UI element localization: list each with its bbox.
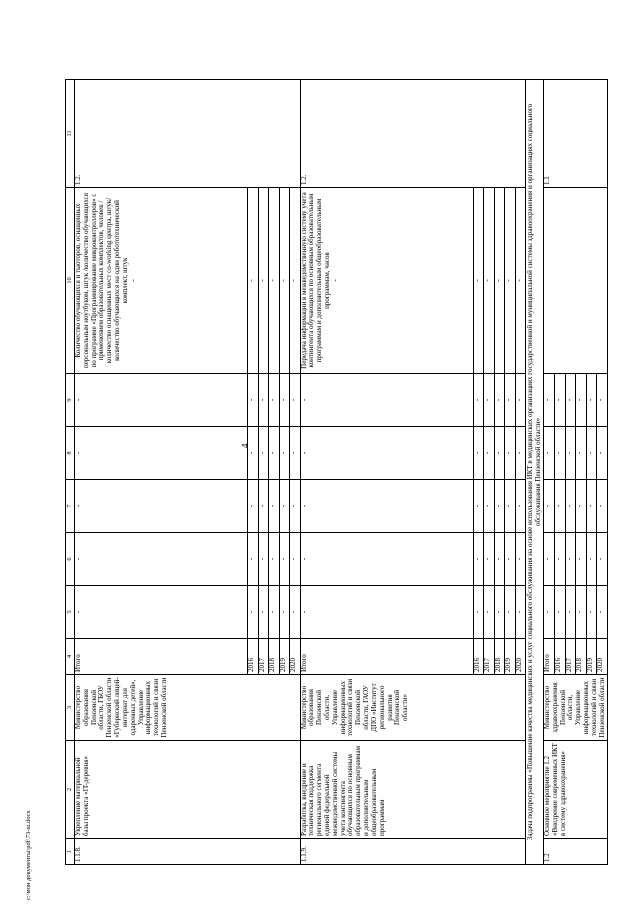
- funding-value: -: [75, 374, 248, 427]
- funding-value: -: [544, 427, 555, 480]
- indicator-value: -: [330, 279, 339, 282]
- activity-name: Укрепление материальной базы проекта «IT-деревня»: [75, 741, 301, 839]
- row-number: 1.1.8.: [75, 839, 301, 865]
- funding-value: -: [494, 586, 505, 639]
- funding-value: -: [484, 374, 495, 427]
- funding-value: -: [258, 586, 269, 639]
- funding-value: -: [544, 480, 555, 533]
- indicator: [75, 188, 248, 374]
- column-number: 6: [66, 533, 75, 586]
- column-number: 8: [66, 427, 75, 480]
- year-label: 2017: [565, 639, 576, 675]
- column-number: 10: [66, 188, 75, 374]
- year-label: 2016: [555, 639, 566, 675]
- year-label: 2017: [484, 639, 495, 675]
- year-label: 2020: [290, 639, 301, 675]
- task-text: Задача подпрограммы «Повышение качества медицинских и услуг социального обслуживания на основе использования ИКТ в медицинских организациях государственной и муниципальной системы здравоохранения и организациях социального обслуживания Пензенской области»: [526, 80, 544, 865]
- year-label: 2019: [586, 639, 597, 675]
- funding-value: -: [576, 533, 587, 586]
- year-label: 2016: [248, 639, 259, 675]
- funding-value: -: [279, 533, 290, 586]
- funding-value: -: [505, 533, 516, 586]
- funding-value: -: [597, 427, 608, 480]
- link-to-indicator: 1.2.: [75, 80, 301, 188]
- funding-value: -: [494, 533, 505, 586]
- indicator: [544, 188, 608, 374]
- column-number: 3: [66, 675, 75, 741]
- funding-value: -: [75, 586, 248, 639]
- year-label: 2018: [576, 639, 587, 675]
- funding-value: -: [279, 374, 290, 427]
- funding-value: -: [597, 533, 608, 586]
- funding-value: -: [515, 533, 526, 586]
- funding-value: -: [75, 427, 248, 480]
- indicator-value: -: [494, 188, 505, 374]
- funding-value: -: [269, 427, 280, 480]
- indicator-text: Передача информации в межведомственную систему учета контингента обучающихся по основным образовательным программам и дополнительным общеобразовательным программам, часов: [299, 192, 331, 369]
- funding-value: -: [515, 586, 526, 639]
- column-number-row: [66, 80, 75, 865]
- indicator-value: -: [473, 188, 484, 374]
- program-table-sheet: [65, 80, 615, 865]
- funding-value: -: [290, 533, 301, 586]
- column-number: 11: [66, 80, 75, 188]
- column-number: 4: [66, 639, 75, 675]
- funding-value: -: [290, 480, 301, 533]
- funding-value: -: [505, 374, 516, 427]
- funding-value: -: [515, 427, 526, 480]
- funding-value: -: [279, 480, 290, 533]
- indicator-text: Количество обучающихся и тьюторов, оснащенных персональным ноутбуком, штук /количество обучающихся по программе «Программирование микроконтроллеров» с применением образовательных комплектов, человек /количество оснащенных мест co-working центра, штук/количество обучающихся на один робототехнический комплект, штук: [74, 193, 129, 368]
- funding-value: -: [515, 374, 526, 427]
- column-number: 9: [66, 374, 75, 427]
- year-label: 2016: [473, 639, 484, 675]
- funding-value: -: [258, 374, 269, 427]
- funding-value: -: [258, 533, 269, 586]
- indicator-value: -: [505, 188, 516, 374]
- indicator-value: -: [269, 188, 280, 374]
- funding-value: -: [248, 427, 259, 480]
- funding-value: -: [473, 427, 484, 480]
- funding-value: -: [279, 427, 290, 480]
- funding-value: -: [565, 427, 576, 480]
- indicator-value: -: [290, 188, 301, 374]
- indicator-value: -: [128, 279, 137, 282]
- funding-value: -: [565, 374, 576, 427]
- activity-name: Разработка, внедрение и техническая поддержка регионального сегмента единой федеральной межведомственной системы учета контингента обучающихся по основным образовательным программам и дополнительным общеобразовательным программам: [300, 741, 526, 839]
- funding-value: -: [473, 480, 484, 533]
- funding-value: -: [269, 586, 280, 639]
- year-label: Итого: [544, 639, 555, 675]
- funding-value: -: [544, 533, 555, 586]
- executor: Министерство образования Пензенской области, Управление информационных технологий и связи Пензенской области, ГАОУ ДПО «Институт регионального развития Пензенской области»: [300, 675, 526, 741]
- funding-value: -: [248, 480, 259, 533]
- funding-value: -: [555, 427, 566, 480]
- funding-value: -: [248, 586, 259, 639]
- footer-path: c:\мои документы\pdf\73-ш.docx: [25, 810, 32, 900]
- funding-value: -: [505, 480, 516, 533]
- funding-value: -: [597, 586, 608, 639]
- year-label: 2020: [597, 639, 608, 675]
- funding-value: -: [505, 586, 516, 639]
- funding-value: -: [494, 427, 505, 480]
- funding-value: -: [258, 427, 269, 480]
- year-label: 2020: [515, 639, 526, 675]
- link-to-indicator: 1.2.: [300, 80, 526, 188]
- funding-value: -: [300, 533, 473, 586]
- funding-value: -: [576, 586, 587, 639]
- column-number: 1: [66, 839, 75, 865]
- funding-value: -: [544, 586, 555, 639]
- funding-value: -: [555, 480, 566, 533]
- indicator-value: -: [484, 188, 495, 374]
- funding-value: -: [576, 427, 587, 480]
- funding-value: -: [279, 586, 290, 639]
- funding-value: -: [586, 427, 597, 480]
- funding-value: -: [75, 533, 248, 586]
- funding-value: -: [484, 533, 495, 586]
- program-table: [65, 79, 608, 865]
- funding-value: -: [494, 374, 505, 427]
- funding-value: -: [505, 427, 516, 480]
- indicator-value: -: [248, 188, 259, 374]
- funding-value: -: [258, 480, 269, 533]
- funding-value: -: [269, 533, 280, 586]
- indicator: [300, 188, 473, 374]
- funding-value: -: [555, 374, 566, 427]
- funding-value: -: [484, 586, 495, 639]
- funding-value: -: [544, 374, 555, 427]
- indicator-value: -: [258, 188, 269, 374]
- funding-value: -: [269, 374, 280, 427]
- funding-value: -: [597, 480, 608, 533]
- year-label: Итого: [75, 639, 248, 675]
- funding-value: -: [269, 480, 280, 533]
- funding-value: -: [555, 533, 566, 586]
- year-label: 2019: [279, 639, 290, 675]
- row-number: 1.2: [544, 839, 608, 865]
- table-row: [544, 80, 555, 865]
- page-number: 4: [240, 443, 250, 448]
- funding-value: -: [290, 374, 301, 427]
- activity-name: Основное мероприятие 1.2 «Внедрение современных ИКТ в систему здравоохранения»: [544, 741, 608, 839]
- funding-value: -: [248, 533, 259, 586]
- task-row: [526, 80, 544, 865]
- funding-value: -: [597, 374, 608, 427]
- funding-value: -: [248, 374, 259, 427]
- funding-value: -: [586, 480, 597, 533]
- funding-value: -: [300, 586, 473, 639]
- funding-value: -: [290, 427, 301, 480]
- funding-value: -: [494, 480, 505, 533]
- column-number: 5: [66, 586, 75, 639]
- funding-value: -: [576, 374, 587, 427]
- funding-value: -: [484, 480, 495, 533]
- year-label: 2018: [494, 639, 505, 675]
- funding-value: -: [565, 533, 576, 586]
- funding-value: -: [75, 480, 248, 533]
- column-number: 2: [66, 741, 75, 839]
- funding-value: -: [300, 427, 473, 480]
- funding-value: -: [300, 480, 473, 533]
- funding-value: -: [473, 533, 484, 586]
- funding-value: -: [586, 533, 597, 586]
- funding-value: -: [473, 586, 484, 639]
- funding-value: -: [565, 480, 576, 533]
- funding-value: -: [565, 586, 576, 639]
- funding-value: -: [576, 480, 587, 533]
- executor: Министерство здравоохранения Пензенской области, Управление информационных технологий и связи Пензенской области: [544, 675, 608, 741]
- table-row: [300, 80, 473, 865]
- funding-value: -: [555, 586, 566, 639]
- funding-value: -: [290, 586, 301, 639]
- table-row: [75, 80, 248, 865]
- executor: Министерство образования Пензенской области, ГБОУ Пензенской области «Губернский лицей-интернат для одаренных детей», Управление информационных технологий и связи Пензенской области: [75, 675, 301, 741]
- column-number: 7: [66, 480, 75, 533]
- link-to-indicator: 1.1: [544, 80, 608, 188]
- year-label: 2019: [505, 639, 516, 675]
- funding-value: -: [586, 374, 597, 427]
- funding-value: -: [586, 586, 597, 639]
- funding-value: -: [473, 374, 484, 427]
- indicator-value: -: [279, 188, 290, 374]
- funding-value: -: [300, 374, 473, 427]
- row-number: 1.1.9.: [300, 839, 526, 865]
- funding-value: -: [484, 427, 495, 480]
- year-label: 2018: [269, 639, 280, 675]
- year-label: Итого: [300, 639, 473, 675]
- year-label: 2017: [258, 639, 269, 675]
- indicator-value: -: [515, 188, 526, 374]
- funding-value: -: [515, 480, 526, 533]
